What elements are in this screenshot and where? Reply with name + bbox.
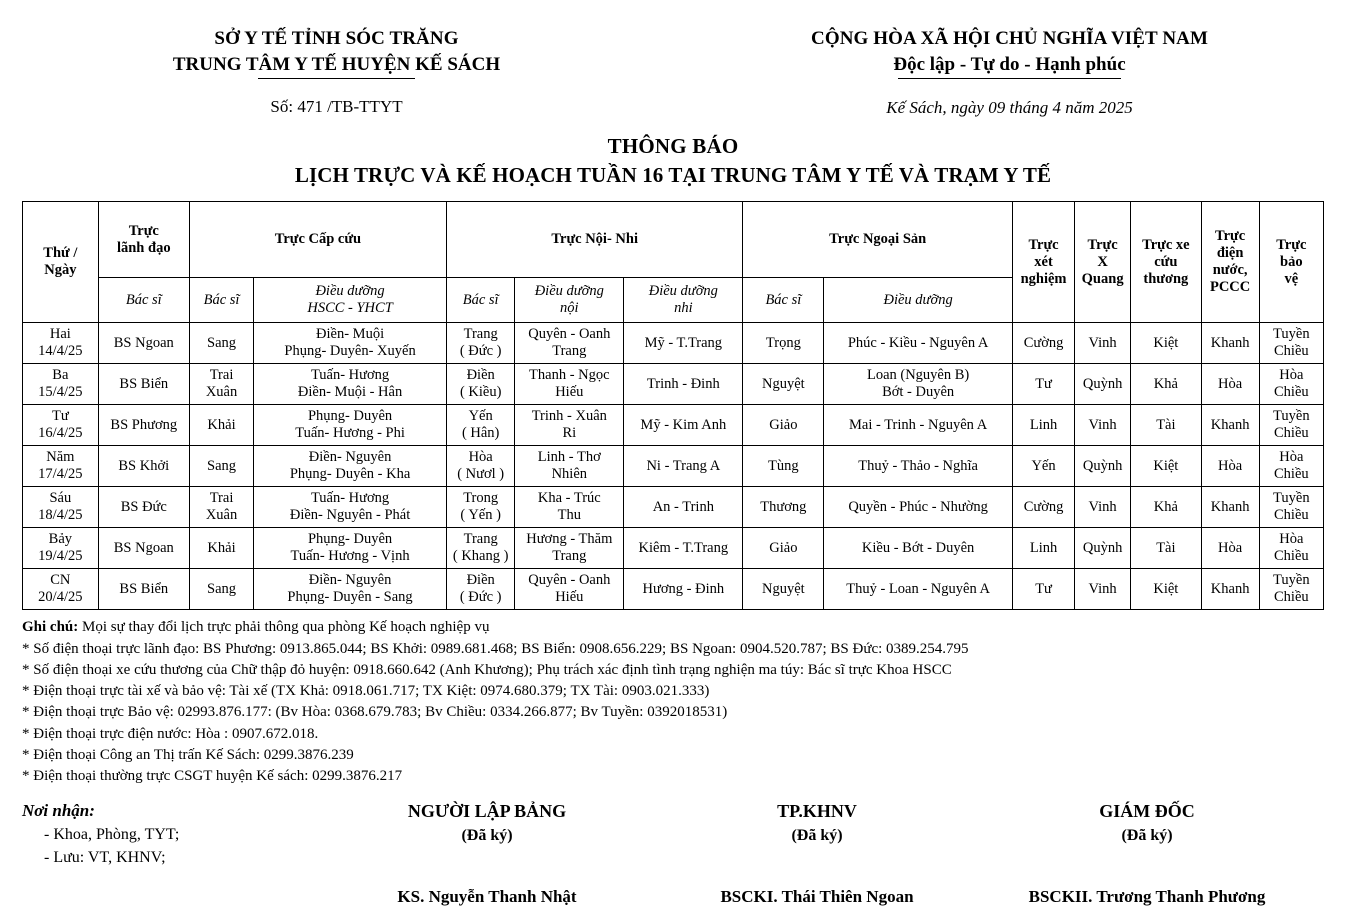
- table-group-header-row: [23, 202, 1324, 278]
- cell-surgery-doctor: [743, 323, 824, 364]
- cell-leader-doctor: BS Phương: [98, 405, 189, 446]
- cell-line: Thu: [557, 507, 581, 524]
- cell-utilities-tech: Hòa: [1201, 528, 1259, 569]
- cell-line: Hương - Đinh: [642, 580, 725, 597]
- cell-internal-nurse: [515, 323, 624, 364]
- document-number: Số: 471 /TB-TTYT: [270, 97, 403, 117]
- subcol-er-doctor: Bác sĩ: [189, 278, 253, 323]
- note-lines: [22, 639, 1324, 788]
- cell-guard: [1259, 446, 1323, 487]
- table-head: [23, 202, 1324, 323]
- cell-line: Bớt - Duyên: [882, 384, 955, 401]
- signature-signed-mark: (Đã ký): [461, 826, 513, 844]
- cell-er-doctor: Sang: [189, 569, 253, 610]
- cell-line: Nguyệt: [762, 375, 805, 392]
- cell-leader-doctor: BS Ngoan: [98, 323, 189, 364]
- cell-pediatric-nurse: [624, 446, 743, 487]
- table-row: [23, 405, 1324, 446]
- cell-line: Hòa: [1279, 531, 1304, 548]
- cell-xray-tech: Quỳnh: [1075, 528, 1131, 569]
- cell-line: Phúc - Kiều - Nguyên A: [847, 334, 989, 351]
- col-header-security: Trực bảo vệ: [1259, 202, 1323, 323]
- cell-pediatric-nurse: [624, 323, 743, 364]
- cell-internal-doctor: [446, 446, 514, 487]
- signature-director: [982, 801, 1312, 907]
- cell-line: Mỹ - Kim Anh: [640, 416, 727, 433]
- cell-line: Trong: [463, 490, 499, 507]
- cell-er-nurse: [254, 569, 447, 610]
- cell-driver: Tài: [1131, 405, 1201, 446]
- signature-signed-mark: (Đã ký): [1121, 826, 1173, 844]
- cell-surgery-doctor: [743, 528, 824, 569]
- cell-line: Nguyệt: [762, 580, 805, 597]
- cell-lab-tech: Linh: [1012, 528, 1074, 569]
- note-line: * Điện thoại trực Bảo vệ: 02993.876.177: (Bv Hòa: 0368.679.783; Bv Chiều: 0334.266.877; Bv Tuyền: 0392018531): [22, 704, 728, 721]
- cell-line: Điền- Nguyên - Phát: [289, 507, 411, 524]
- cell-er-doctor: Sang: [189, 323, 253, 364]
- issuing-center: TRUNG TÂM Y TẾ HUYỆN KẾ SÁCH: [173, 52, 500, 78]
- cell-line: Trinh - Xuân: [531, 408, 607, 425]
- cell-line: ( Hân): [461, 425, 500, 442]
- document-header: [0, 0, 1346, 118]
- signature-signed-mark: (Đã ký): [791, 826, 843, 844]
- cell-line: Tuyền: [1273, 490, 1310, 507]
- cell-line: Phụng- Duyên: [307, 408, 393, 425]
- col-header-lab: Trực xét nghiệm: [1012, 202, 1074, 323]
- cell-line: Phụng- Duyên - Kha: [289, 466, 411, 483]
- subcol-leader-doctor: Bác sĩ: [98, 278, 189, 323]
- cell-line: Trang: [463, 531, 498, 548]
- cell-line: An - Trinh: [652, 498, 714, 515]
- cell-line: Điền- Muội - Hân: [297, 384, 403, 401]
- table-row: [23, 528, 1324, 569]
- cell-line: ( Yến ): [460, 507, 501, 524]
- cell-line: Kha - Trúc: [537, 490, 601, 507]
- cell-guard: [1259, 569, 1323, 610]
- cell-internal-nurse: [515, 528, 624, 569]
- cell-line: Linh - Thơ: [537, 449, 601, 466]
- subcol-internal-doctor: Bác sĩ: [446, 278, 514, 323]
- cell-line: Tuyền: [1273, 408, 1310, 425]
- note-line: * Điện thoại trực tài xế và bảo vệ: Tài xế (TX Khả: 0918.061.717; TX Kiệt: 0974.680.379; TX Tài: 0903.021.333): [22, 683, 710, 700]
- note-line: * Điện thoại Công an Thị trấn Kế Sách: 0299.3876.239: [22, 747, 354, 764]
- cell-line: Xuân: [205, 507, 238, 524]
- cell-pediatric-nurse: [624, 487, 743, 528]
- cell-line: Quyền - Phúc - Nhường: [848, 498, 988, 515]
- national-motto-wrap: [673, 52, 1346, 78]
- cell-er-nurse: [254, 364, 447, 405]
- cell-er-doctor: Khải: [189, 528, 253, 569]
- cell-surgery-nurse: [824, 323, 1013, 364]
- cell-surgery-doctor: [743, 405, 824, 446]
- cell-line: Ri: [562, 425, 577, 442]
- place-and-date: Kế Sách, ngày 09 tháng 4 năm 2025: [886, 98, 1133, 118]
- cell-utilities-tech: Khanh: [1201, 323, 1259, 364]
- cell-line: Quyên - Oanh: [528, 326, 611, 343]
- col-header-emergency: Trực Cấp cứu: [189, 202, 446, 278]
- col-header-day: Thứ / Ngày: [23, 202, 99, 323]
- cell-er-doctor: Sang: [189, 446, 253, 487]
- col-header-surgery-obstetrics: Trực Ngoại Sản: [743, 202, 1013, 278]
- issuing-department: SỞ Y TẾ TỈNH SÓC TRĂNG: [214, 28, 459, 49]
- cell-line: Yến: [468, 408, 493, 425]
- cell-surgery-nurse: [824, 528, 1013, 569]
- signature-name: KS. Nguyễn Thanh Nhật: [397, 886, 577, 906]
- cell-xray-tech: Quỳnh: [1075, 446, 1131, 487]
- cell-utilities-tech: Hòa: [1201, 446, 1259, 487]
- note-line: * Số điện thoại trực lãnh đạo: BS Phương: 0913.865.044; BS Khởi: 0989.681.468; BS Biển: 0908.656.229; BS Ngoan: 0904.520.787; BS Đức: 0389.254.795: [22, 640, 969, 657]
- day-date: 20/4/25: [38, 589, 83, 606]
- cell-line: Phụng- Duyên- Xuyến: [284, 343, 416, 360]
- cell-driver: Kiệt: [1131, 323, 1201, 364]
- cell-leader-doctor: BS Đức: [98, 487, 189, 528]
- cell-line: Chiều: [1274, 507, 1309, 524]
- cell-line: Trai: [209, 490, 234, 507]
- day-date: 19/4/25: [38, 548, 83, 565]
- cell-surgery-doctor: [743, 364, 824, 405]
- notes-section: [22, 617, 1324, 787]
- cell-xray-tech: Vinh: [1075, 323, 1131, 364]
- cell-er-nurse: [254, 446, 447, 487]
- cell-utilities-tech: Khanh: [1201, 405, 1259, 446]
- cell-line: ( Kiều): [459, 384, 502, 401]
- cell-lab-tech: Cường: [1012, 487, 1074, 528]
- cell-internal-nurse: [515, 487, 624, 528]
- cell-lab-tech: Yến: [1012, 446, 1074, 487]
- cell-surgery-doctor: [743, 569, 824, 610]
- cell-surgery-doctor: [743, 446, 824, 487]
- day-name: Tư: [51, 408, 69, 425]
- cell-internal-doctor: [446, 487, 514, 528]
- cell-line: Quyên - Oanh: [528, 572, 611, 589]
- recipients-title: Nơi nhận:: [22, 800, 95, 820]
- cell-leader-doctor: BS Biển: [98, 569, 189, 610]
- cell-line: Giảo: [769, 539, 798, 556]
- cell-line: Hòa: [1279, 367, 1304, 384]
- cell-lab-tech: Cường: [1012, 323, 1074, 364]
- day-name: Hai: [49, 326, 71, 343]
- cell-xray-tech: Quỳnh: [1075, 364, 1131, 405]
- subcol-er-nurse: Điều dưỡng HSCC - YHCT: [254, 278, 447, 323]
- cell-line: Xuân: [205, 384, 238, 401]
- cell-internal-nurse: [515, 569, 624, 610]
- signature-title: TP.KHNV: [777, 800, 857, 821]
- document-type-title: THÔNG BÁO: [607, 134, 739, 159]
- cell-line: Tuấn- Hương: [310, 490, 390, 507]
- cell-driver: Kiệt: [1131, 569, 1201, 610]
- cell-xray-tech: Vinh: [1075, 569, 1131, 610]
- cell-day: [23, 364, 99, 405]
- issuing-center-wrap: [0, 52, 673, 78]
- cell-line: Điền- Nguyên: [308, 449, 392, 466]
- subcol-surgery-doctor: Bác sĩ: [743, 278, 824, 323]
- cell-driver: Khả: [1131, 364, 1201, 405]
- cell-internal-doctor: [446, 405, 514, 446]
- cell-line: Thuỷ - Thảo - Nghĩa: [858, 457, 978, 474]
- cell-xray-tech: Vinh: [1075, 487, 1131, 528]
- cell-er-doctor: [189, 487, 253, 528]
- cell-line: Trang: [463, 326, 498, 343]
- cell-guard: [1259, 487, 1323, 528]
- signature-title: GIÁM ĐỐC: [1099, 800, 1195, 821]
- cell-line: Phụng- Duyên - Sang: [287, 589, 413, 606]
- cell-line: ( Khang ): [452, 548, 509, 565]
- cell-utilities-tech: Khanh: [1201, 487, 1259, 528]
- table-body: [23, 323, 1324, 610]
- cell-line: Thanh - Ngọc: [529, 367, 610, 384]
- cell-internal-doctor: [446, 569, 514, 610]
- day-date: 15/4/25: [38, 384, 83, 401]
- cell-day: [23, 569, 99, 610]
- cell-surgery-nurse: [824, 364, 1013, 405]
- cell-pediatric-nurse: [624, 569, 743, 610]
- schedule-table-wrapper: [22, 201, 1324, 610]
- cell-guard: [1259, 323, 1323, 364]
- cell-internal-doctor: [446, 323, 514, 364]
- cell-lab-tech: Tư: [1012, 364, 1074, 405]
- cell-er-doctor: Khải: [189, 405, 253, 446]
- note-line: * Điện thoại trực điện nước: Hòa : 0907.672.018.: [22, 725, 319, 742]
- cell-surgery-nurse: [824, 405, 1013, 446]
- cell-line: Hòa: [468, 449, 493, 466]
- col-header-leader: Trực lãnh đạo: [98, 202, 189, 278]
- header-right-block: [673, 26, 1346, 118]
- cell-day: [23, 323, 99, 364]
- cell-line: Trang: [552, 548, 587, 565]
- cell-line: Mai - Trinh - Nguyên A: [849, 416, 988, 433]
- cell-internal-nurse: [515, 364, 624, 405]
- cell-line: Trang: [552, 343, 587, 360]
- cell-line: Loan (Nguyên B): [866, 367, 970, 384]
- cell-line: Phụng- Duyên: [307, 531, 393, 548]
- cell-guard: [1259, 405, 1323, 446]
- cell-lab-tech: Tư: [1012, 569, 1074, 610]
- cell-line: Mỹ - T.Trang: [644, 334, 723, 351]
- cell-line: Chiều: [1274, 343, 1309, 360]
- cell-leader-doctor: BS Biển: [98, 364, 189, 405]
- recipient-item: - Lưu: VT, KHNV;: [44, 848, 166, 866]
- cell-line: Thương: [760, 498, 807, 515]
- cell-leader-doctor: BS Ngoan: [98, 528, 189, 569]
- day-date: 16/4/25: [38, 425, 83, 442]
- cell-line: Ni - Trang A: [646, 457, 721, 474]
- cell-line: Trọng: [765, 334, 801, 351]
- signature-title: NGƯỜI LẬP BẢNG: [407, 800, 567, 821]
- day-name: Sáu: [49, 490, 72, 507]
- header-left-block: [0, 26, 673, 118]
- table-row: [23, 323, 1324, 364]
- cell-er-doctor: [189, 364, 253, 405]
- day-name: Bảy: [48, 531, 73, 548]
- cell-internal-doctor: [446, 364, 514, 405]
- cell-guard: [1259, 364, 1323, 405]
- col-header-ambulance: Trực xe cứu thương: [1131, 202, 1201, 323]
- table-row: [23, 487, 1324, 528]
- cell-line: Hòa: [1279, 449, 1304, 466]
- cell-line: Hiếu: [555, 589, 584, 606]
- cell-pediatric-nurse: [624, 528, 743, 569]
- note-label-text: Mọi sự thay đổi lịch trực phải thông qua phòng Kế hoạch nghiệp vụ: [78, 619, 490, 636]
- cell-line: Điền: [466, 367, 495, 384]
- cell-line: Điền- Nguyên: [308, 572, 392, 589]
- note-main: [22, 617, 1324, 638]
- signature-row: [0, 801, 1346, 907]
- cell-driver: Khả: [1131, 487, 1201, 528]
- title-block: [0, 134, 1346, 188]
- cell-line: Điền: [466, 572, 495, 589]
- day-name: CN: [50, 572, 71, 589]
- signature-preparer: [322, 801, 652, 907]
- note-line: * Số điện thoại xe cứu thương của Chữ thập đỏ huyện: 0918.660.642 (Anh Khương); Phụ trách xác định tình trạng nghiện ma túy: Bác sĩ trực Khoa HSCC: [22, 661, 952, 678]
- cell-line: Tuấn- Hương - Vịnh: [290, 548, 410, 565]
- cell-line: Trinh - Đinh: [646, 375, 720, 392]
- cell-er-nurse: [254, 487, 447, 528]
- signature-name: BSCKII. Trương Thanh Phương: [1028, 886, 1266, 906]
- cell-line: Kiều - Bớt - Duyên: [861, 539, 975, 556]
- cell-line: Tuấn- Hương: [310, 367, 390, 384]
- col-header-xray: Trực X Quang: [1075, 202, 1131, 323]
- cell-line: Chiều: [1274, 466, 1309, 483]
- cell-line: Giảo: [769, 416, 798, 433]
- cell-surgery-doctor: [743, 487, 824, 528]
- cell-line: Kiêm - T.Trang: [638, 539, 729, 556]
- cell-day: [23, 405, 99, 446]
- day-date: 17/4/25: [38, 466, 83, 483]
- cell-line: Điền- Muội: [316, 326, 385, 343]
- day-date: 14/4/25: [38, 343, 83, 360]
- national-motto: Độc lập - Tự do - Hạnh phúc: [893, 52, 1125, 78]
- cell-utilities-tech: Hòa: [1201, 364, 1259, 405]
- cell-utilities-tech: Khanh: [1201, 569, 1259, 610]
- signature-planning-head: [652, 801, 982, 907]
- signature-name: BSCKI. Thái Thiên Ngoan: [720, 886, 914, 906]
- cell-driver: Tài: [1131, 528, 1201, 569]
- cell-guard: [1259, 528, 1323, 569]
- cell-line: Chiều: [1274, 384, 1309, 401]
- table-row: [23, 569, 1324, 610]
- cell-line: ( Đức ): [459, 589, 502, 606]
- cell-er-nurse: [254, 323, 447, 364]
- cell-surgery-nurse: [824, 487, 1013, 528]
- day-name: Ba: [52, 367, 69, 384]
- document-subtitle: LỊCH TRỰC VÀ KẾ HOẠCH TUẦN 16 TẠI TRUNG TÂM Y TẾ VÀ TRẠM Y TẾ: [294, 163, 1052, 188]
- cell-line: Thuỷ - Loan - Nguyên A: [846, 580, 990, 597]
- col-header-internal-pediatric: Trực Nội- Nhi: [446, 202, 742, 278]
- cell-line: Chiều: [1274, 548, 1309, 565]
- recipient-item: - Khoa, Phòng, TYT;: [44, 825, 180, 843]
- cell-line: ( Nươl ): [457, 466, 505, 483]
- cell-day: [23, 528, 99, 569]
- cell-line: Tùng: [768, 457, 799, 474]
- cell-day: [23, 446, 99, 487]
- cell-xray-tech: Vinh: [1075, 405, 1131, 446]
- cell-line: ( Đức ): [459, 343, 502, 360]
- cell-line: Hiếu: [555, 384, 584, 401]
- subcol-internal-nurse: Điều dưỡng nội: [515, 278, 624, 323]
- cell-line: Chiều: [1274, 589, 1309, 606]
- cell-line: Nhiên: [551, 466, 588, 483]
- cell-line: Trai: [209, 367, 234, 384]
- table-row: [23, 446, 1324, 487]
- duty-schedule-table: [22, 201, 1324, 610]
- cell-day: [23, 487, 99, 528]
- col-header-utilities: Trực điện nước, PCCC: [1201, 202, 1259, 323]
- recipients-block: [22, 801, 322, 907]
- cell-internal-doctor: [446, 528, 514, 569]
- cell-er-nurse: [254, 405, 447, 446]
- cell-line: Chiều: [1274, 425, 1309, 442]
- table-row: [23, 364, 1324, 405]
- country-name: CỘNG HÒA XÃ HỘI CHỦ NGHĨA VIỆT NAM: [811, 28, 1208, 49]
- cell-line: Hương - Thăm: [526, 531, 613, 548]
- cell-line: Tuấn- Hương - Phi: [295, 425, 405, 442]
- cell-line: Tuyền: [1273, 572, 1310, 589]
- cell-er-nurse: [254, 528, 447, 569]
- cell-driver: Kiệt: [1131, 446, 1201, 487]
- cell-lab-tech: Linh: [1012, 405, 1074, 446]
- cell-internal-nurse: [515, 405, 624, 446]
- cell-surgery-nurse: [824, 569, 1013, 610]
- day-name: Năm: [46, 449, 75, 466]
- cell-surgery-nurse: [824, 446, 1013, 487]
- cell-line: Tuyền: [1273, 326, 1310, 343]
- cell-internal-nurse: [515, 446, 624, 487]
- cell-leader-doctor: BS Khởi: [98, 446, 189, 487]
- cell-pediatric-nurse: [624, 364, 743, 405]
- subcol-surgery-nurse: Điều dưỡng: [824, 278, 1013, 323]
- subcol-pediatric-nurse: Điều dưỡng nhi: [624, 278, 743, 323]
- note-line: * Điện thoại thường trực CSGT huyện Kế sách: 0299.3876.217: [22, 768, 403, 785]
- cell-pediatric-nurse: [624, 405, 743, 446]
- day-date: 18/4/25: [38, 507, 83, 524]
- note-label: Ghi chú:: [22, 619, 79, 636]
